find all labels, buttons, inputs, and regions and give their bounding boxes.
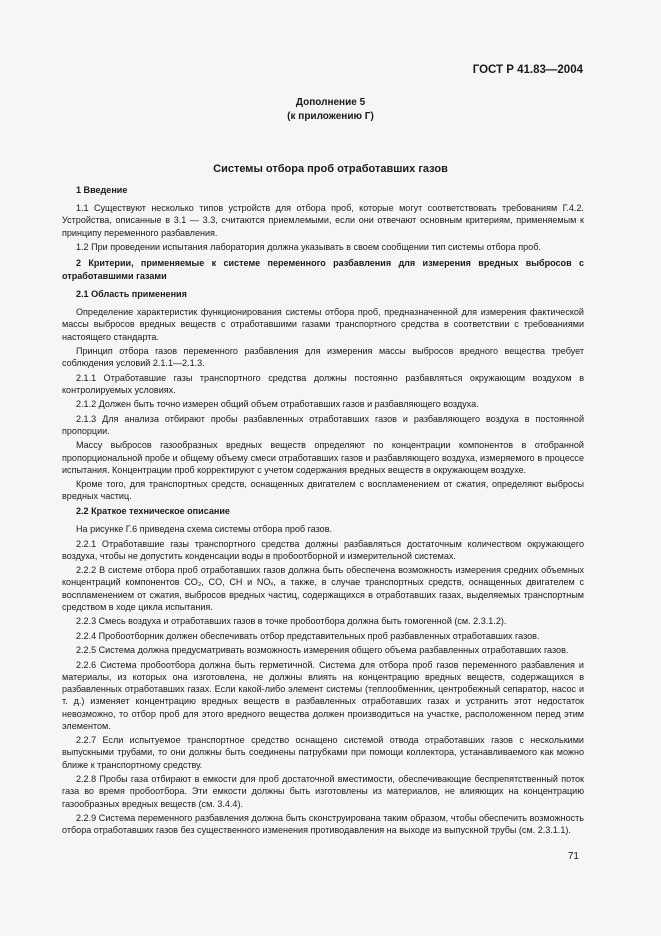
paragraph: 2.2.6 Система пробоотбора должна быть герметичной. Система для отбора проб газов переменного разбавления и материалы, из которых она изготовлена, не должны влиять на концентрацию вредных веществ, содержащихся в разбавленных отработавших газах. Если какой-либо элемент системы (теплообменник, центробежный сепаратор, насос и т. д.) изменяет концентрацию вредных веществ в разбавленных отработавших газах и устранить этот недостаток невозможно, то отбор проб для этого вредного вещества должен производиться на участке, расположенном перед этим элементом.	[62, 659, 584, 731]
section-heading: 2 Критерии, применяемые к системе переменного разбавления для измерения вредных выбросов с отработавшими газами	[62, 258, 584, 281]
document-body	[62, 184, 584, 839]
paragraph: 2.2.1 Отработавшие газы транспортного средства должны разбавляться достаточным количеством окружающего воздуха, чтобы не допустить конденсации воды в пробоотборной и измерительной системах.	[62, 538, 584, 561]
paragraph: 2.1.2 Должен быть точно измерен общий объем отработавших газов и разбавляющего воздуха.	[76, 399, 479, 410]
paragraph: 2.2.5 Система должна предусматривать возможность измерения общего объема разбавленных отработавших газов.	[76, 645, 569, 656]
supplement-number: Дополнение 5	[295, 97, 366, 108]
paragraph: Принцип отбора газов переменного разбавления для измерения массы выбросов вредного вещества требует соблюдения условий 2.1.1—2.1.3.	[62, 345, 584, 369]
supplement-reference: (к приложению Г)	[287, 111, 374, 122]
paragraph: 1.2 При проведении испытания лаборатория должна указывать в своем сообщении тип системы отбора проб.	[76, 242, 541, 253]
paragraph: 2.2.2 В системе отбора проб отработавших газов должна быть обеспечена возможность измерения средних объемных концентраций компонентов CO₂, CO, CH и NOₓ, а также, в случае транспортных средств, оснащенных двигателем с воспламенением от сжатия, выбросов вредных частиц, содержащихся в отработавших газах, выделяемых транспортным средством в ходе цикла испытания.	[62, 565, 584, 612]
paragraph: 2.2.8 Пробы газа отбирают в емкости для проб достаточной вместимости, обеспечивающие беспрепятственный поток газа во время пробоотбора. Эти емкости должны быть изготовлены из материалов, не влияющих на концентрацию газообразных вредных веществ (см. 3.4.4).	[62, 774, 584, 809]
paragraph: 2.2.4 Пробоотборник должен обеспечивать отбор представительных проб разбавленных отработавших газов.	[76, 630, 540, 641]
paragraph: 2.1.3 Для анализа отбирают пробы разбавленных отработавших газов и разбавляющего воздуха в постоянной пропорции.	[62, 413, 584, 436]
paragraph: На рисунке Г.6 приведена схема системы отбора проб газов.	[76, 524, 333, 535]
page-number: 71	[567, 851, 579, 862]
subsection-heading: 2.1 Область применения	[76, 288, 187, 299]
document-title: Системы отбора проб отработавших газов	[213, 163, 448, 175]
subsection-heading: 2.2 Краткое техническое описание	[76, 505, 230, 516]
paragraph: Определение характеристик функционирования системы отбора проб, предназначенной для измерения фактической массы выбросов вредных веществ с отработавшими газами транспортного средства в соответствии с требованиями настоящего стандарта.	[62, 307, 584, 342]
paragraph: 2.2.7 Если испытуемое транспортное средство оснащено системой отвода отработавших газов с несколькими выпускными трубами, то они должны быть соединены патрубками при помощи коллектора, устанавливаемого как можно ближе к транспортному средству.	[62, 735, 584, 770]
paragraph: 2.2.3 Смесь воздуха и отработавших газов в точке пробоотбора должна быть гомогенной (см. 2.3.1.2).	[76, 616, 507, 627]
paragraph: 1.1 Существуют несколько типов устройств для отбора проб, которые могут соответствовать требованиям Г.4.2. Устройства, описанные в 3.1 — 3.3, считаются приемлемыми, если они отвечают основным критериям, применяемым к принципу переменного разбавления.	[62, 203, 584, 238]
paragraph: 2.2.9 Система переменного разбавления должна быть сконструирована таким образом, чтобы обеспечить возможность отбора отработавших газов без существенного изменения противодавления на выходе из выпускной трубы (см. 2.3.1.1).	[62, 812, 584, 836]
paragraph: 2.1.1 Отработавшие газы транспортного средства должны постоянно разбавляться окружающим воздухом в контролируемых условиях.	[62, 372, 584, 395]
paragraph: Массу выбросов газообразных вредных веществ определяют по концентрации компонентов в отобранной пропорциональной пробе и общему объему смеси отработавших газов и разбавляющего воздуха, измеряемого в процессе испытания. Концентрации проб корректируют с учетом содержания вредных веществ в окружающем воздухе.	[62, 440, 584, 475]
section-heading: 1 Введение	[76, 185, 128, 195]
standard-code: ГОСТ Р 41.83—2004	[472, 64, 583, 76]
paragraph: Кроме того, для транспортных средств, оснащенных двигателем с воспламенением от сжатия, определяют выбросы вредных частиц.	[62, 479, 584, 502]
supplement-heading	[0, 96, 661, 124]
